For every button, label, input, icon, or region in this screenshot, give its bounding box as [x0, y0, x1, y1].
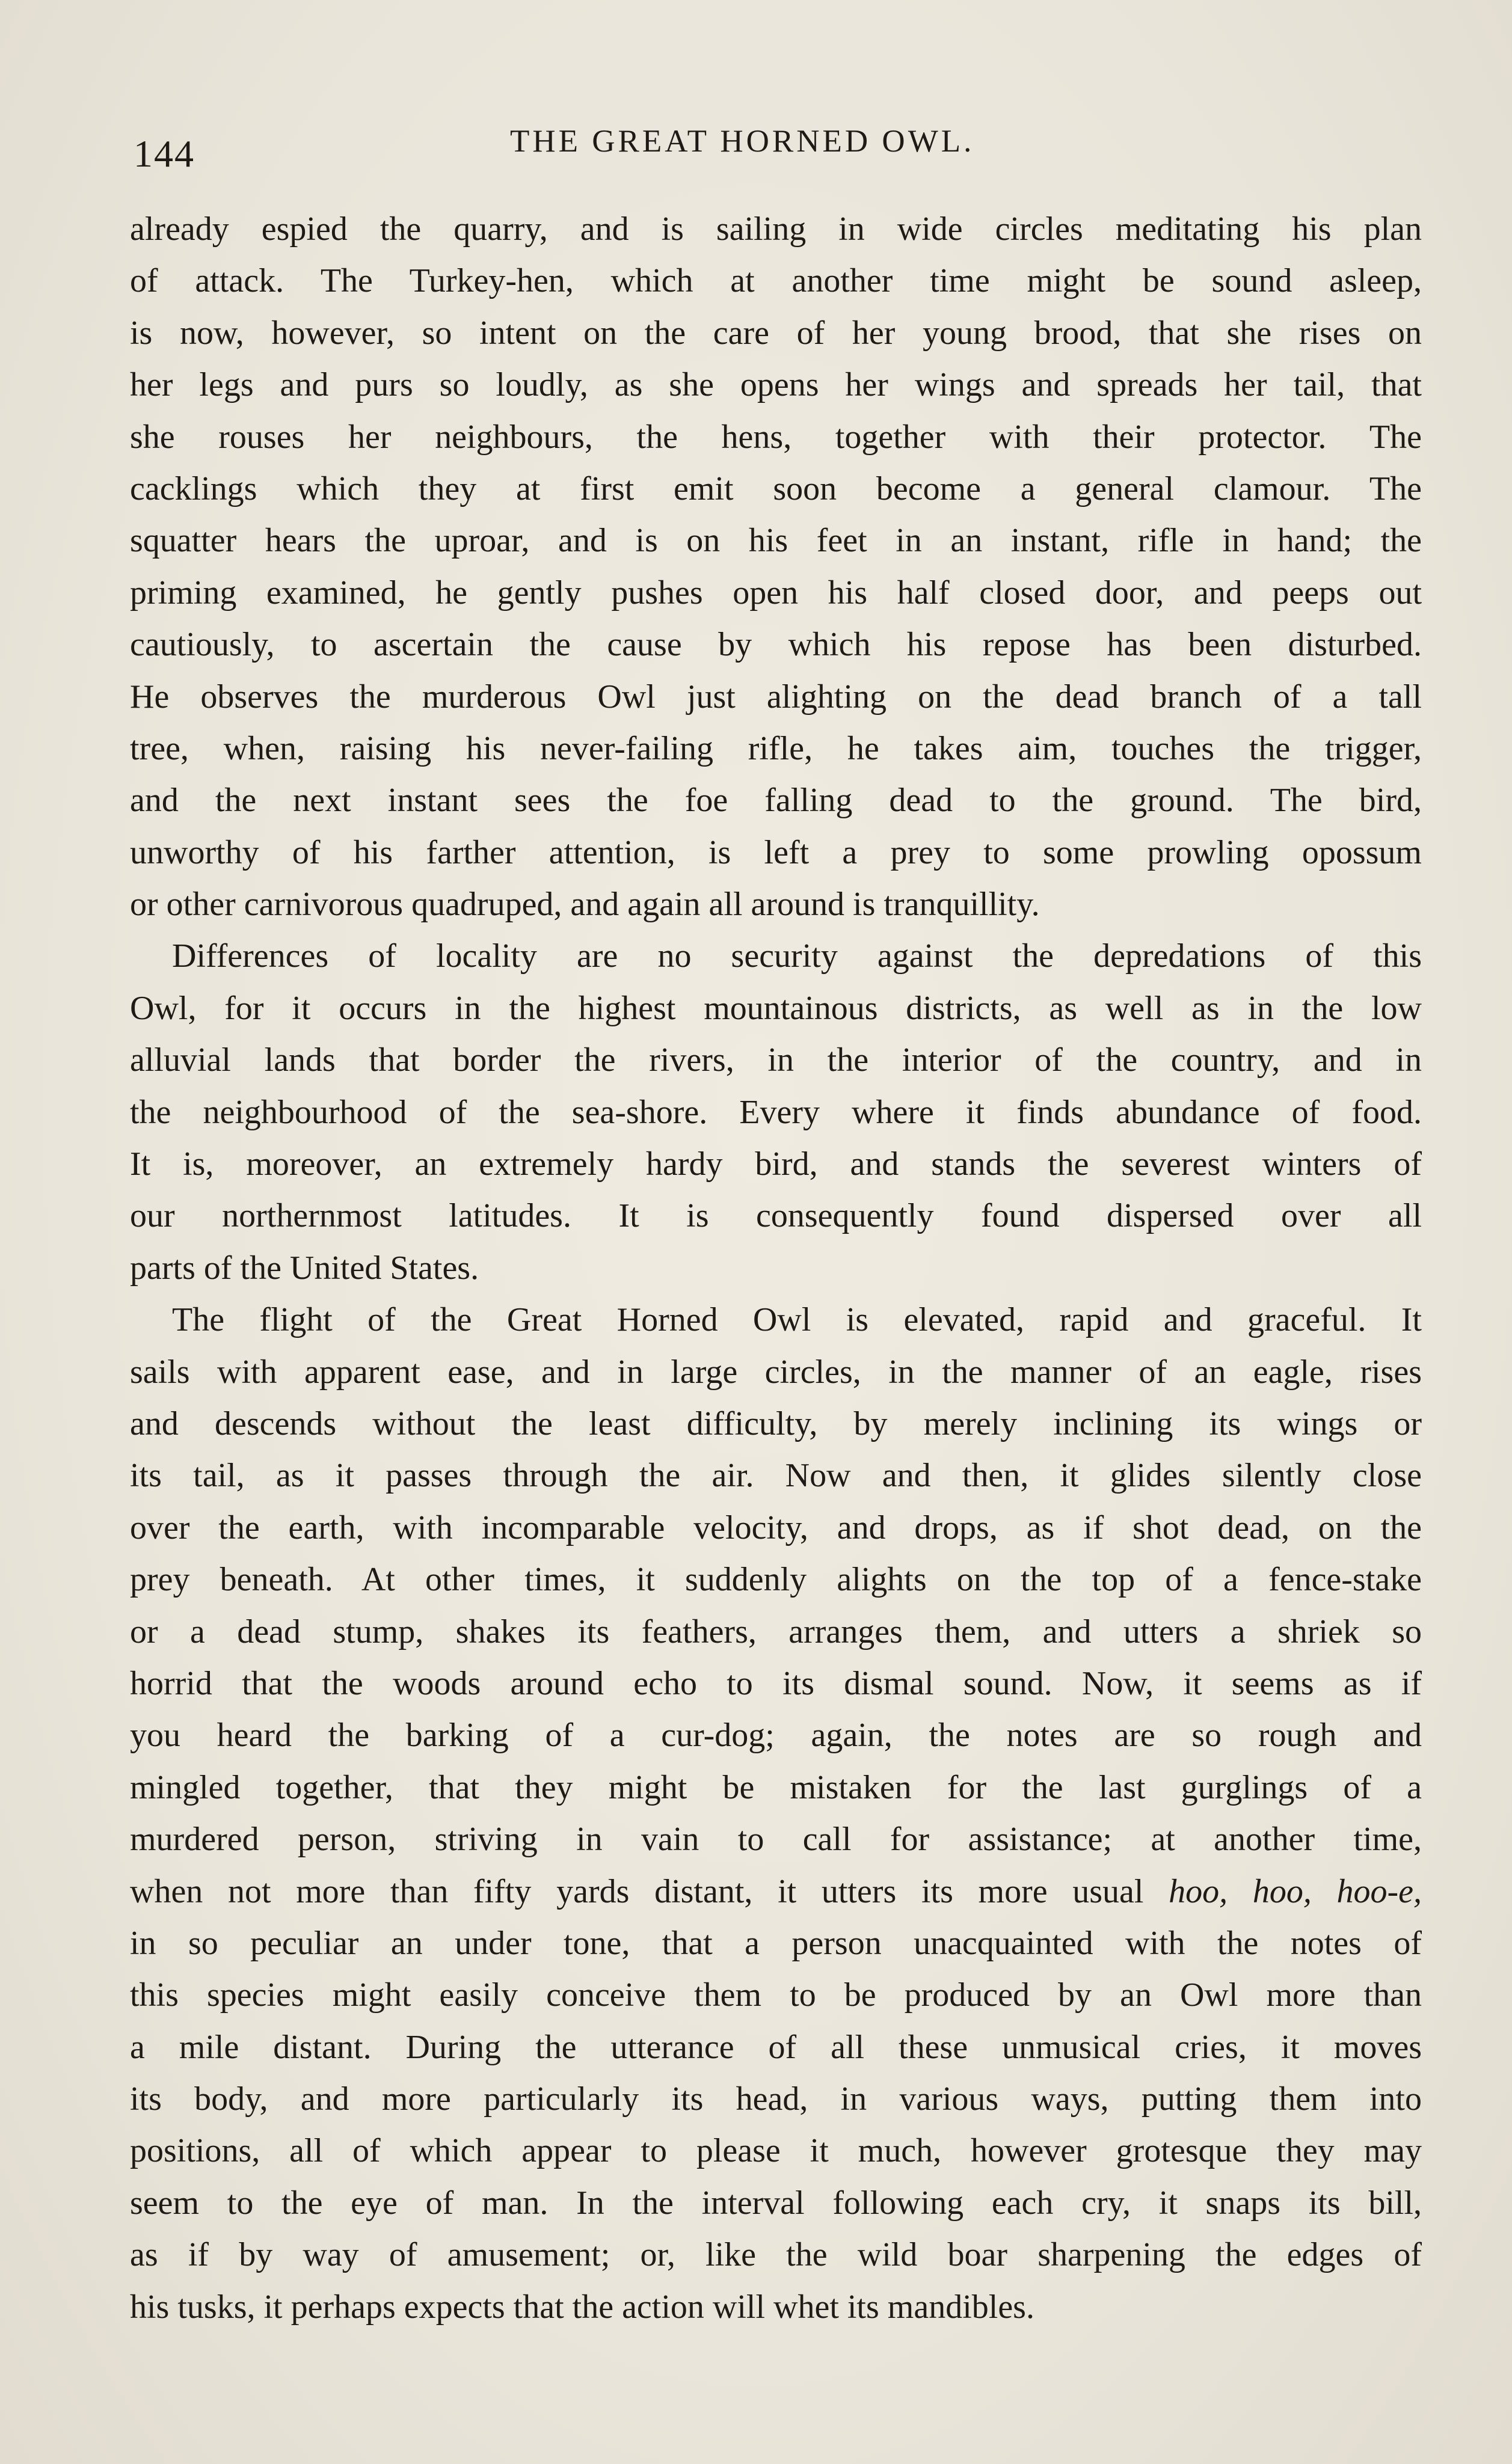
- page-header: [131, 123, 1421, 177]
- body-text: [130, 203, 1422, 2333]
- text-line: the neighbourhood of the sea-shore. Every where it finds abundance of food.: [130, 1093, 1422, 1131]
- page-number: 144: [134, 132, 195, 175]
- text-line: you heard the barking of a cur-dog; again, the notes are so rough and: [130, 1717, 1422, 1755]
- text-line: sails with apparent ease, and in large circles, in the manner of an eagle, rises: [130, 1353, 1422, 1391]
- paragraph-2: [130, 930, 1422, 1294]
- text-line: unworthy of his farther attention, is left a prey to some prowling opossum: [130, 833, 1422, 871]
- text-line: as if by way of amusement; or, like the wild boar sharpening the edges of: [130, 2236, 1422, 2274]
- text-line: his tusks, it perhaps expects that the action will whet its mandibles.: [130, 2288, 1034, 2326]
- text-line: prey beneath. At other times, it suddenly alights on the top of a fence-stake: [130, 1561, 1422, 1599]
- running-head: THE GREAT HORNED OWL.: [510, 124, 975, 159]
- text-line: its tail, as it passes through the air. Now and then, it glides silently close: [130, 1457, 1422, 1495]
- text-line: murdered person, striving in vain to call for assistance; at another time,: [130, 1821, 1422, 1859]
- text-line: this species might easily conceive them to be produced by an Owl more than: [130, 1976, 1422, 2014]
- text-line-segment: when not more than fifty yards distant, it utters its more usual: [130, 1872, 1144, 1910]
- text-line: parts of the United States.: [130, 1249, 479, 1287]
- text-line: horrid that the woods around echo to its dismal sound. Now, it seems as if: [130, 1664, 1422, 1702]
- text-line: The flight of the Great Horned Owl is elevated, rapid and graceful. It: [172, 1301, 1422, 1339]
- text-line: and the next instant sees the foe falling dead to the ground. The bird,: [130, 782, 1422, 820]
- text-line: priming examined, he gently pushes open his half closed door, and peeps out: [130, 574, 1422, 611]
- text-line: she rouses her neighbours, the hens, together with their protector. The: [130, 418, 1422, 456]
- text-line: mingled together, that they might be mistaken for the last gurglings of a: [130, 1768, 1422, 1806]
- text-line-with-italic: [130, 1866, 1422, 1917]
- text-line: of attack. The Turkey-hen, which at another time might be sound asleep,: [130, 262, 1422, 300]
- italic-owl-call: hoo, hoo, hoo-e,: [1169, 1872, 1422, 1910]
- text-line: and descends without the least difficulty, by merely inclining its wings or: [130, 1405, 1422, 1442]
- text-line: her legs and purs so loudly, as she opens her wings and spreads her tail, that: [130, 366, 1422, 404]
- text-line: a mile distant. During the utterance of all these unmusical cries, it moves: [130, 2028, 1422, 2066]
- text-line: tree, when, raising his never-failing rifle, he takes aim, touches the trigger,: [130, 729, 1422, 767]
- text-line: Differences of locality are no security against the depredations of this: [172, 937, 1422, 975]
- paragraph-1: [130, 203, 1422, 930]
- text-line: already espied the quarry, and is sailing in wide circles meditating his plan: [130, 210, 1422, 248]
- text-line: in so peculiar an under tone, that a person unacquainted with the notes of: [130, 1924, 1422, 1962]
- text-line: Owl, for it occurs in the highest mountainous districts, as well as in the low: [130, 989, 1422, 1027]
- text-line: squatter hears the uproar, and is on his feet in an instant, rifle in hand; the: [130, 522, 1422, 560]
- text-line: cacklings which they at first emit soon become a general clamour. The: [130, 470, 1422, 507]
- text-line: seem to the eye of man. In the interval following each cry, it snaps its bill,: [130, 2184, 1422, 2222]
- text-line: He observes the murderous Owl just alighting on the dead branch of a tall: [130, 678, 1422, 716]
- text-line: or other carnivorous quadruped, and again all around is tranquillity.: [130, 886, 1040, 924]
- paragraph-3: [130, 1294, 1422, 2333]
- text-line: its body, and more particularly its head, in various ways, putting them into: [130, 2080, 1422, 2118]
- text-line: cautiously, to ascertain the cause by which his repose has been disturbed.: [130, 626, 1422, 664]
- text-line: or a dead stump, shakes its feathers, arranges them, and utters a shriek so: [130, 1613, 1422, 1650]
- text-line: is now, however, so intent on the care of her young brood, that she rises on: [130, 314, 1422, 352]
- text-line: positions, all of which appear to please it much, however grotesque they may: [130, 2132, 1422, 2170]
- text-line: It is, moreover, an extremely hardy bird, and stands the severest winters of: [130, 1145, 1422, 1183]
- text-line: over the earth, with incomparable velocity, and drops, as if shot dead, on the: [130, 1509, 1422, 1546]
- text-line: our northernmost latitudes. It is consequently found dispersed over all: [130, 1197, 1422, 1235]
- text-line: alluvial lands that border the rivers, in the interior of the country, and in: [130, 1041, 1422, 1079]
